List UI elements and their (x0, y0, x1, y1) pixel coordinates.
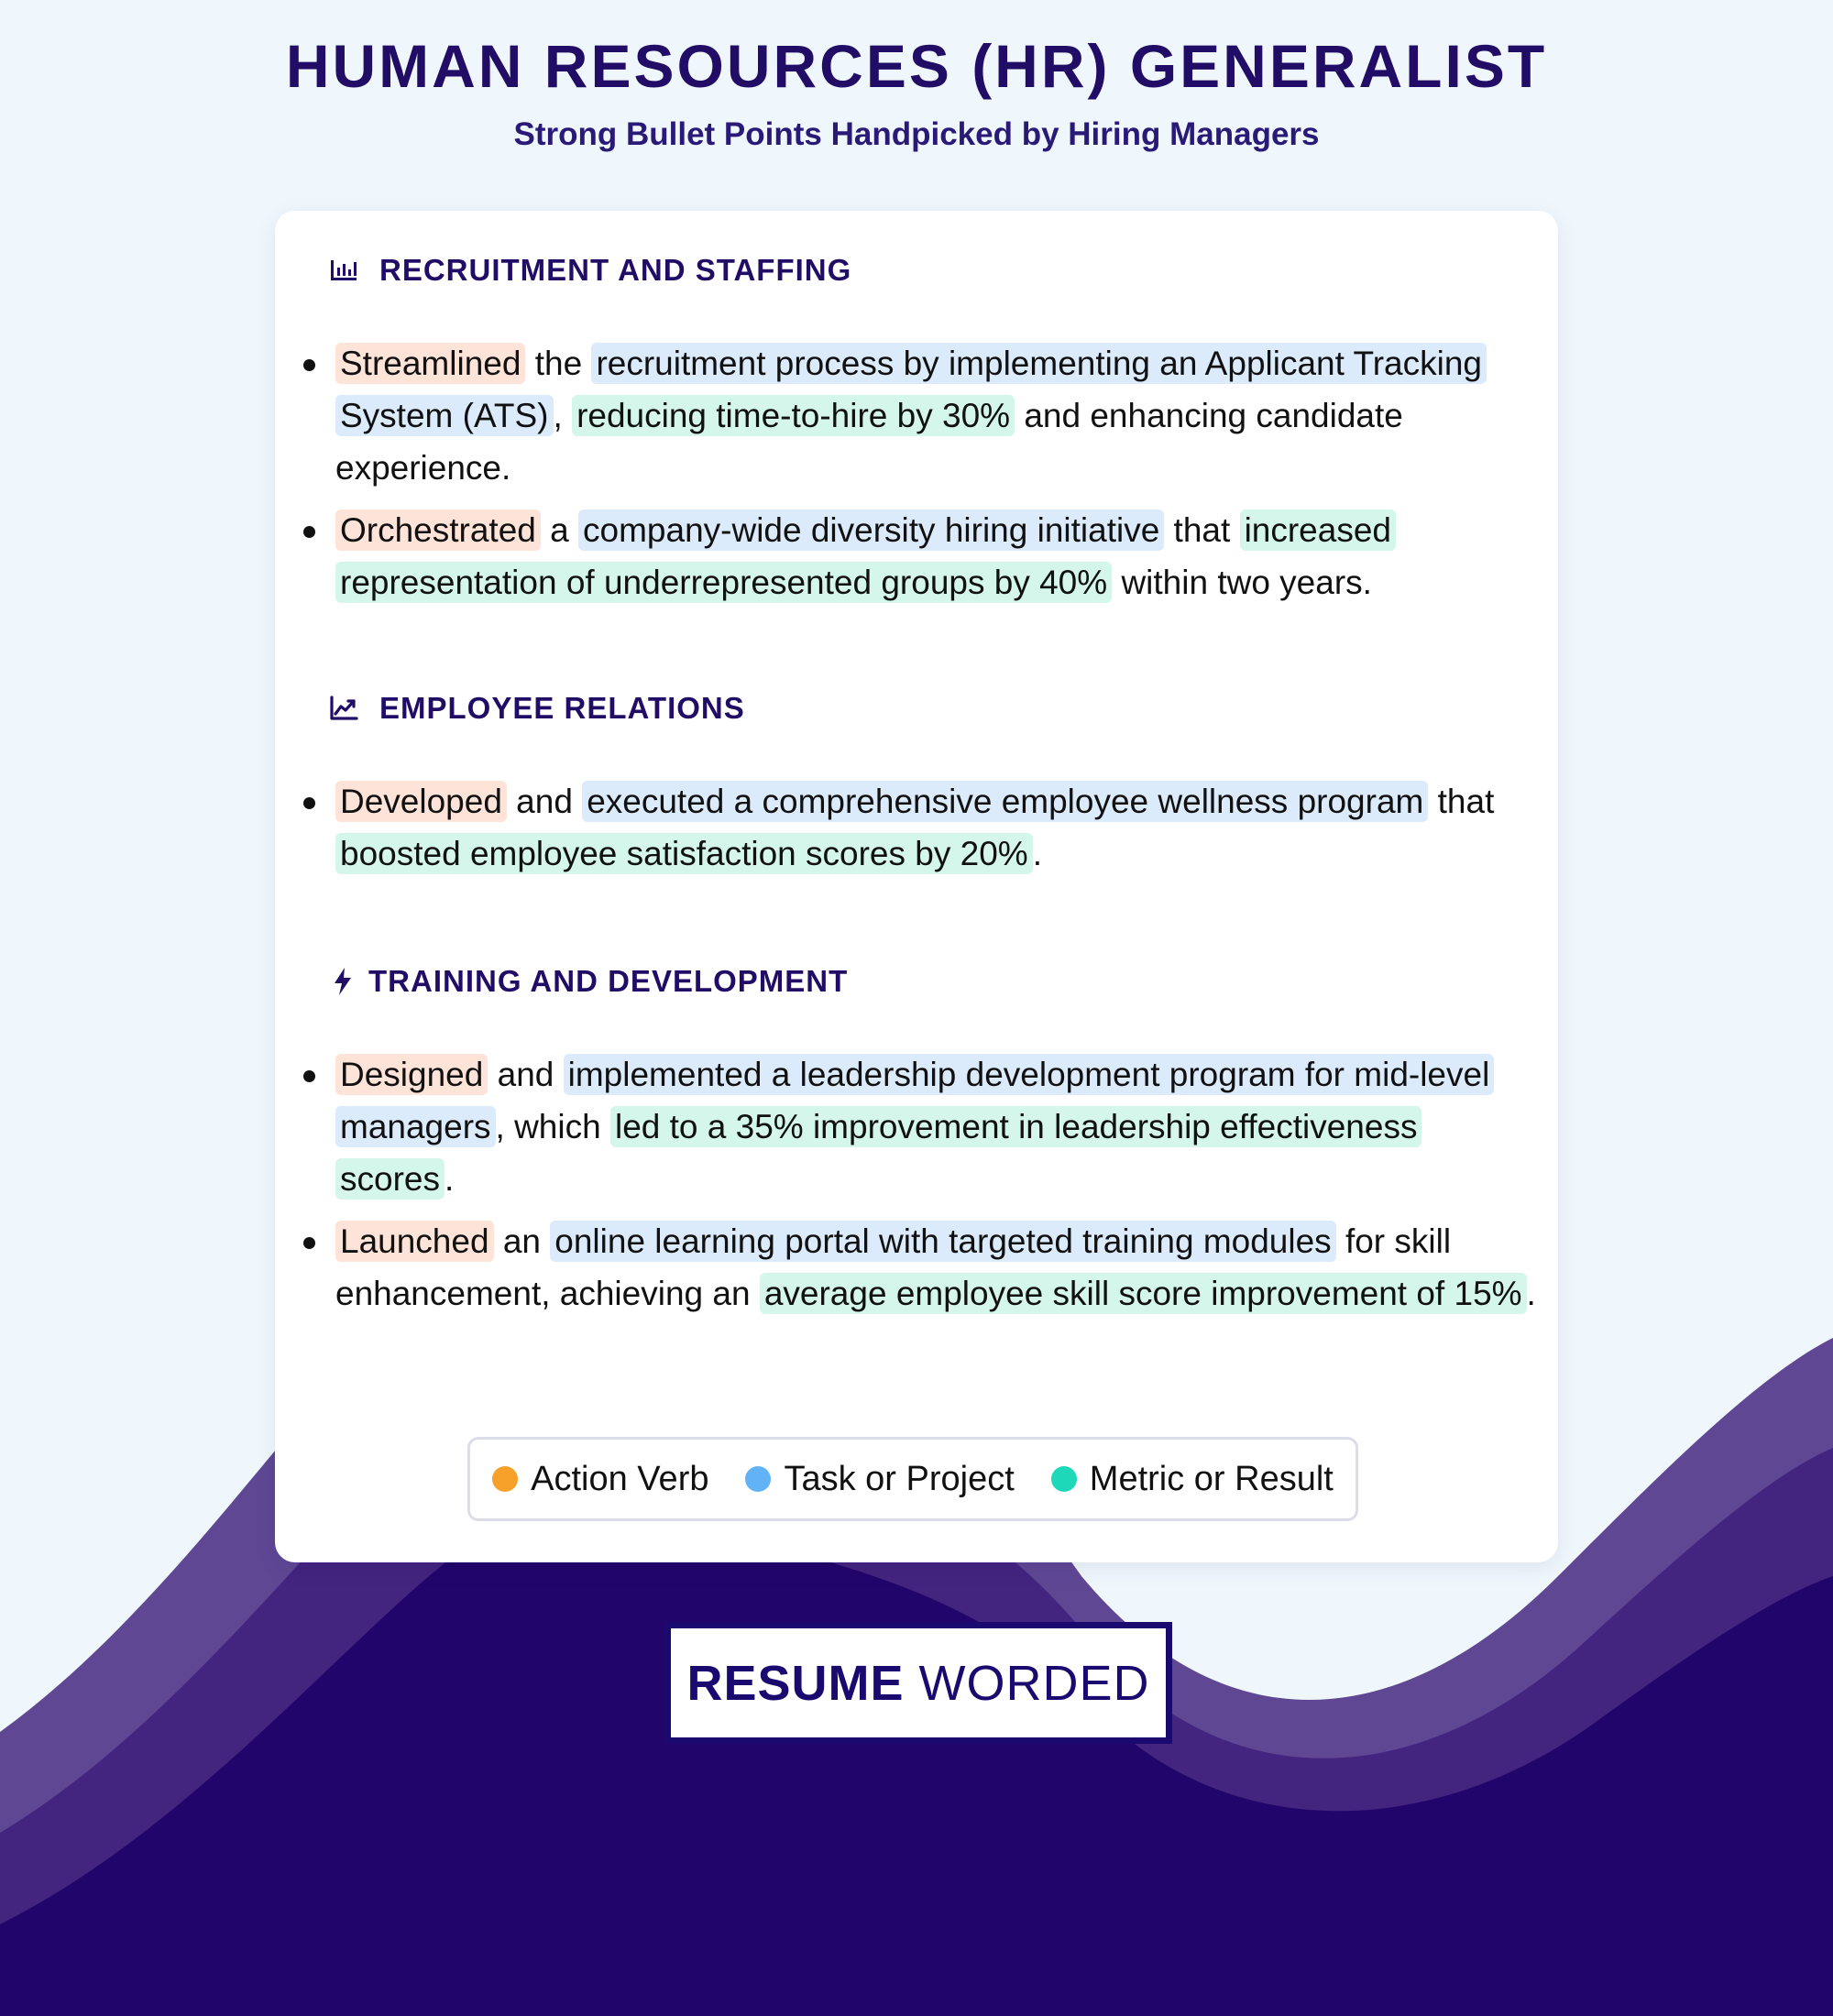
action-verb: Launched (335, 1221, 494, 1262)
orange-dot-icon (492, 1466, 518, 1492)
bullet-points-card (275, 211, 1558, 1562)
bullet-item (275, 1215, 1558, 1320)
bullet-list (275, 337, 1558, 619)
action-verb: Streamlined (335, 343, 525, 384)
task-phrase: implemented a leadership development program for mid-level managers (335, 1054, 1494, 1147)
bullet-item (275, 504, 1558, 608)
action-verb: Designed (335, 1054, 488, 1095)
plain-text: that (1428, 783, 1495, 820)
metric-phrase: led to a 35% improvement in leadership effectiveness scores (335, 1106, 1421, 1200)
metric-phrase: average employee skill score improvement of 15% (760, 1273, 1527, 1314)
blue-dot-icon (745, 1466, 771, 1492)
legend-action-verb (492, 1460, 708, 1499)
plain-text: , (553, 397, 573, 434)
page-subtitle: Strong Bullet Points Handpicked by Hiring Managers (513, 115, 1320, 152)
bullet-item (275, 337, 1558, 494)
plain-text: , which (495, 1108, 610, 1145)
header (0, 33, 1833, 153)
task-phrase: company-wide diversity hiring initiative (578, 509, 1164, 551)
metric-phrase: reducing time-to-hire by 30% (572, 395, 1015, 436)
section-title: TRAINING AND DEVELOPMENT (368, 964, 849, 998)
bullet-list (275, 1048, 1558, 1330)
line-chart-icon (328, 693, 359, 724)
resume-worded-logo[interactable] (664, 1622, 1172, 1744)
legend-metric-result (1051, 1460, 1334, 1499)
bullet-list (275, 775, 1558, 890)
plain-text: the (525, 345, 592, 382)
metric-phrase: boosted employee satisfaction scores by 20% (335, 833, 1033, 874)
plain-text: and enhancing candidate experience. (335, 397, 1403, 487)
plain-text: a (540, 511, 579, 549)
bullet-item (275, 1048, 1558, 1205)
page-title: HUMAN RESOURCES (HR) GENERALIST (285, 32, 1548, 100)
section-heading (328, 964, 848, 999)
bar-chart-icon (328, 255, 359, 286)
legend-label: Metric or Result (1089, 1459, 1334, 1498)
task-phrase: online learning portal with targeted training modules (550, 1221, 1335, 1262)
plain-text: . (1032, 835, 1042, 872)
action-verb: Orchestrated (335, 509, 541, 551)
section-heading (328, 253, 851, 288)
action-verb: Developed (335, 781, 507, 822)
teal-dot-icon (1051, 1466, 1077, 1492)
plain-text: . (1526, 1275, 1536, 1312)
metric-phrase: increased representation of underrepresented groups by 40% (335, 509, 1396, 603)
logo-bold-text: RESUME (686, 1655, 905, 1711)
highlight-legend (467, 1437, 1358, 1521)
section-heading (328, 691, 745, 726)
legend-label: Task or Project (784, 1459, 1015, 1498)
plain-text: that (1164, 511, 1240, 549)
plain-text: and (506, 783, 583, 820)
lightning-icon (328, 966, 359, 997)
plain-text: within two years. (1112, 564, 1372, 601)
plain-text: for skill enhancement, achieving an (335, 1222, 1452, 1312)
legend-label: Action Verb (531, 1459, 709, 1498)
plain-text: and (488, 1056, 564, 1093)
bullet-item (275, 775, 1558, 880)
plain-text: an (493, 1222, 551, 1260)
plain-text: . (444, 1160, 455, 1198)
logo-light-text: WORDED (918, 1655, 1150, 1711)
legend-task-project (745, 1460, 1014, 1499)
task-phrase: recruitment process by implementing an Applicant Tracking System (ATS) (335, 343, 1487, 436)
task-phrase: executed a comprehensive employee wellness program (582, 781, 1428, 822)
section-title: EMPLOYEE RELATIONS (379, 691, 745, 725)
section-title: RECRUITMENT AND STAFFING (379, 253, 852, 287)
